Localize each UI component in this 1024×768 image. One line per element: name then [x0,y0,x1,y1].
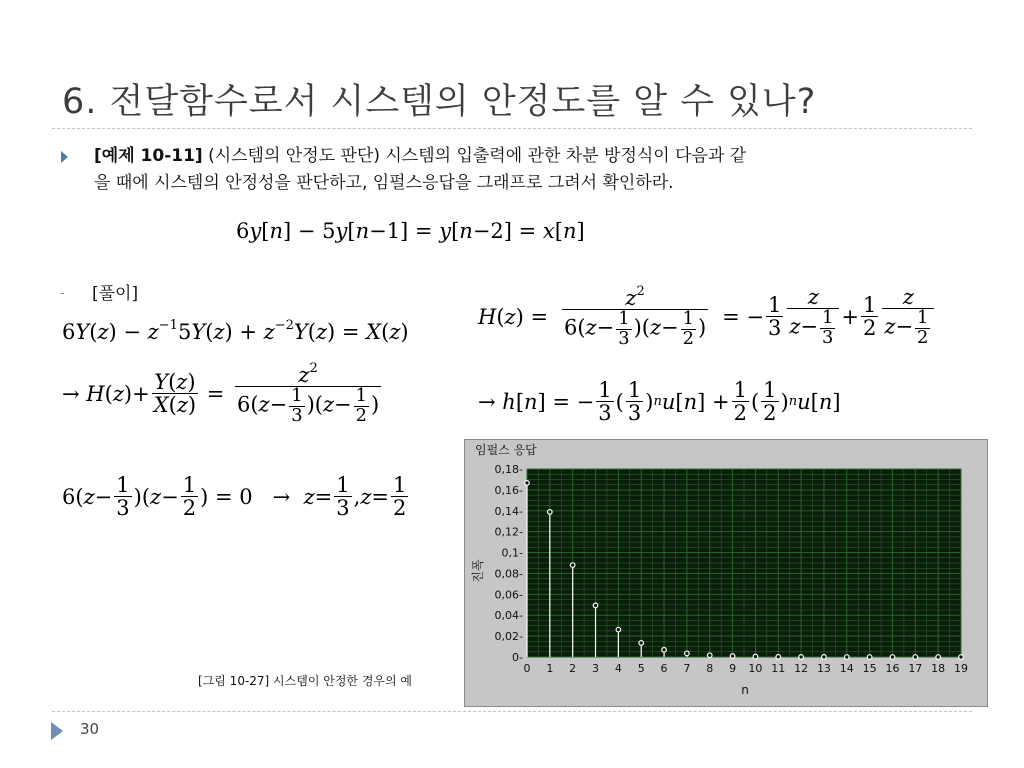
impulse-point [730,654,735,659]
impulse-point [753,654,758,659]
example-line-1 [94,143,746,169]
x-tick-label: 4 [614,662,622,675]
x-tick-label: 9 [729,662,737,675]
y-tick-label: 0,08- [494,567,523,581]
impulse-point [570,563,575,568]
y-tick-label: 0,14- [494,504,523,518]
impulse-point [913,655,918,660]
page-marker-icon [51,722,63,740]
x-tick-label: 1 [546,662,554,675]
impulse-point [616,627,621,632]
impulse-point [548,510,553,515]
z-transform-equation: $6Y(z) - z^{-1}5Y(z) + z^{-2}Y(z) = X(z)$ [62,318,409,344]
y-tick-label: 0,04- [494,609,523,623]
title-divider [52,128,972,129]
x-tick-label: 14 [839,662,854,675]
impulse-point [867,655,872,660]
x-tick-label: 2 [569,662,577,675]
y-tick-label: 0,02- [494,630,523,644]
y-tick-label: 0,1- [501,546,523,560]
partial-fraction-expansion: H ( z ) = $z^2$ 6(z− $\frac{1}{3}$ )(z− $\frac{1}{2}$ ) = − $\frac{1}{3}$ z z− $\frac{1}{3}$ + $\frac{1}{2}$ z z− $\frac{1}{2}$ [478,285,936,348]
characteristic-equation: 6( z − $\frac{1}{3}$ )( z − $\frac{1}{2}$ ) = 0 → z = $\frac{1}{3}$ , z = $\frac{1}{2}$ [62,473,407,521]
difference-equation: 6y[n] − 5y[n−1] = y[n−2] = x[n] [236,219,585,243]
impulse-point [776,654,781,659]
impulse-point [936,655,941,660]
y-tick-label: 0,18- [494,463,523,476]
impulse-point [662,647,667,652]
footer-divider [52,711,972,712]
impulse-point [639,641,644,646]
x-tick-label: 12 [794,662,809,675]
x-axis-label: n [741,683,749,697]
x-tick-label: 18 [931,662,946,675]
slide-title: 6. 전달함수로서 시스템의 안정도를 알 수 있나? [62,82,817,122]
solution-dash: - [60,286,65,301]
x-tick-label: 6 [660,662,668,675]
impulse-response-equation: → h [ n ] = − $\frac{1}{3}$ ( $\frac{1}{3}$ ) n u [ n ] + $\frac{1}{2}$ ( $\frac{1}{2}$ ) n u [ n ] [478,378,841,426]
figure-caption: [그림 10-27] 시스템이 안정한 경우의 예 [198,674,413,688]
y-axis-label: 진폭 [471,559,485,583]
bullet-icon [61,151,68,163]
x-tick-label: 17 [908,662,923,675]
x-tick-label: 15 [862,662,877,675]
x-tick-label: 19 [954,662,968,675]
page-number: 30 [80,720,100,738]
y-tick-label: 0,12- [494,525,523,539]
impulse-point [799,655,804,660]
example-line-2: 을 때에 시스템의 안정성을 판단하고, 임펄스응답을 그래프로 그려서 확인하라. [94,173,674,193]
x-tick-label: 5 [637,662,645,675]
impulse-point [707,653,712,658]
impulse-point [525,481,530,486]
y-tick-label: 0- [512,651,523,664]
x-tick-label: 0 [523,662,531,675]
impulse-point [593,603,598,608]
transfer-function-derivation: → H ( z )+ $\frac{Y(z)}{X(z)}$ = $z^2$ 6(z− $\frac{1}{3}$ )(z− $\frac{1}{2}$ ) [62,361,380,426]
x-tick-label: 13 [816,662,831,675]
example-label: [예제 10-11] [94,146,203,166]
y-tick-label: 0,16- [494,483,523,497]
graph-title: 임펄스 응답 [475,443,537,457]
impulse-point [822,655,827,660]
impulse-response-chart [464,439,988,707]
x-tick-label: 11 [771,662,786,675]
impulse-point [844,655,849,660]
impulse-point [890,655,895,660]
x-tick-label: 7 [683,662,691,675]
impulse-point [959,655,964,660]
solution-label: [풀이] [92,284,139,304]
x-tick-label: 3 [592,662,600,675]
x-tick-label: 16 [885,662,900,675]
example-text-1: (시스템의 안정도 판단) 시스템의 입출력에 관한 차분 방정식이 다음과 같 [202,146,747,166]
x-tick-label: 8 [706,662,714,675]
impulse-point [685,651,690,656]
x-tick-label: 10 [748,662,763,675]
y-tick-label: 0,06- [494,588,523,602]
